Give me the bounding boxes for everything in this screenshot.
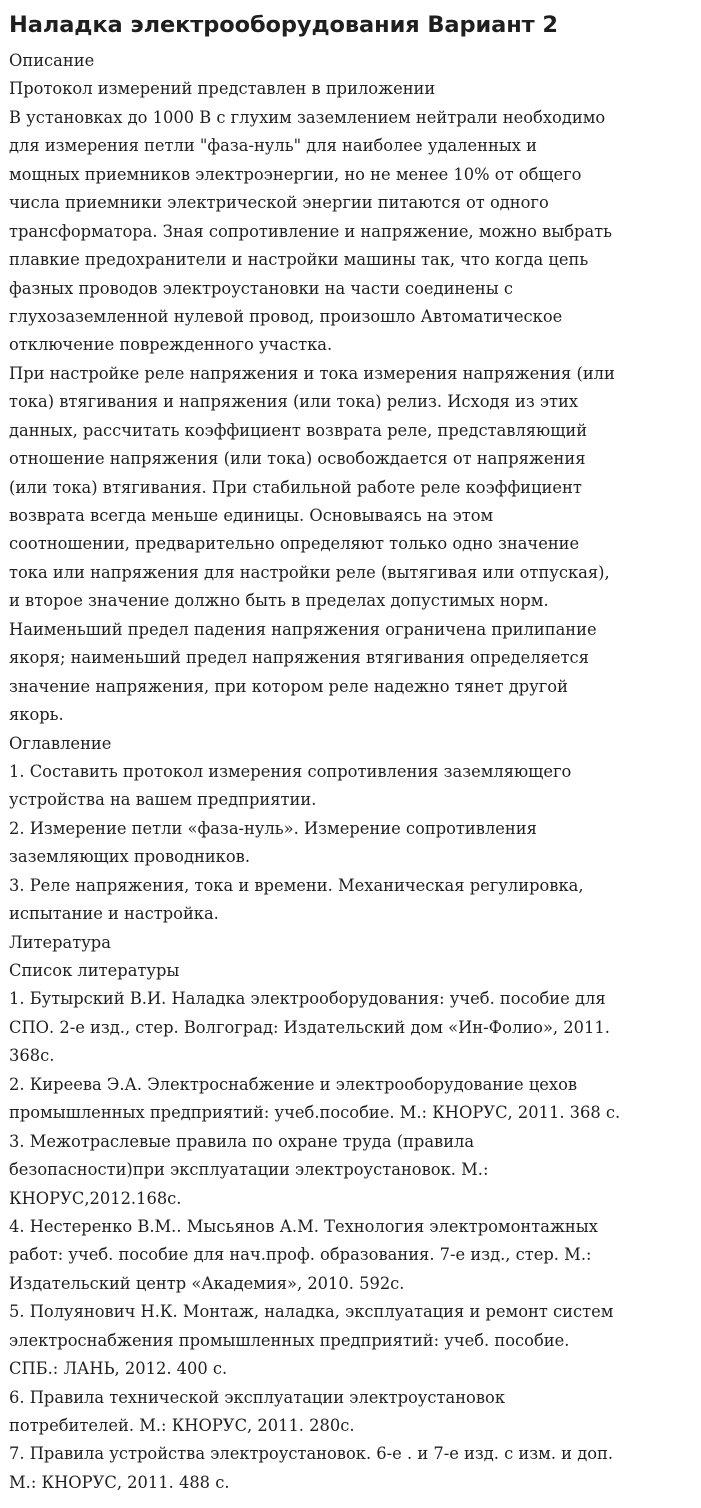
text-line: 368с.	[9, 1046, 55, 1066]
text-line: фазных проводов электроустановки на части соединены с	[9, 278, 514, 298]
text-line: 1. Составить протокол измерения сопротивления заземляющего	[9, 761, 572, 781]
text-line: При настройке реле напряжения и тока измерения напряжения (или	[9, 363, 615, 383]
text-line: тока) втягивания и напряжения (или тока) релиз. Исходя из этих	[9, 392, 579, 412]
text-line: потребителей. М.: КНОРУС, 2011. 280с.	[9, 1416, 355, 1435]
text-line: 7. Правила устройства электроустановок. 6-е . и 7-е изд. с изм. и доп.	[9, 1444, 614, 1464]
text-line: глухозаземленной нулевой провод, произошло Автоматическое	[9, 306, 563, 326]
text-line: заземляющих проводников.	[9, 847, 250, 867]
text-line: данных, рассчитать коэффициент возврата реле, представляющий	[9, 420, 588, 440]
text-line: Наименьший предел падения напряжения ограничена прилипание	[9, 619, 597, 639]
text-line: промышленных предприятий: учеб.пособие. М.: КНОРУС, 2011. 368 с.	[9, 1103, 621, 1123]
text-line: 3. Реле напряжения, тока и времени. Механическая регулировка,	[9, 875, 584, 895]
text-line: Оглавление	[9, 733, 112, 753]
text-line: трансформатора. Зная сопротивление и напряжение, можно выбрать	[9, 221, 613, 241]
text-line: и второе значение должно быть в пределах допустимых норм.	[9, 591, 549, 611]
document-title: Наладка электрооборудования Вариант 2	[9, 12, 558, 38]
text-line: М.: КНОРУС, 2011. 488 с.	[9, 1472, 230, 1492]
text-line: СПО. 2-е изд., стер. Волгоград: Издательский дом «Ин-Фолио», 2011.	[9, 1017, 610, 1037]
text-line: 3. Межотраслевые правила по охране труда (правила	[9, 1131, 475, 1151]
text-line: Издательский центр «Академия», 2010. 592с.	[9, 1273, 405, 1293]
text-line: плавкие предохранители и настройки машины так, что когда цепь	[9, 250, 589, 270]
text-line: тока или напряжения для настройки реле (вытягивая или отпуская),	[9, 562, 610, 582]
text-line: 1. Бутырский В.И. Наладка электрооборудования: учеб. пособие для	[9, 989, 606, 1009]
text-line: В установках до 1000 В с глухим заземлением нейтрали необходимо	[9, 107, 606, 127]
text-line: мощных приемников электроэнергии, но не менее 10% от общего	[9, 164, 582, 184]
text-line: безопасности)при эксплуатации электроустановок. М.:	[9, 1160, 489, 1180]
text-line: отношение напряжения (или тока) освобождается от напряжения	[9, 449, 586, 469]
text-line: якоря; наименьший предел напряжения втягивания определяется	[9, 648, 589, 668]
text-line: Описание	[9, 51, 95, 70]
text-line: электроснабжения промышленных предприятий: учеб. пособие.	[9, 1330, 570, 1350]
text-line: 4. Нестеренко В.М.. Мысьянов А.М. Технология электромонтажных	[9, 1216, 598, 1236]
text-line: Литература	[9, 932, 111, 952]
text-line: устройства на вашем предприятии.	[9, 790, 317, 810]
text-line: числа приемники электрической энергии питаются от одного	[9, 193, 549, 213]
text-line: (или тока) втягивания. При стабильной работе реле коэффициент	[9, 477, 582, 497]
document-body	[9, 47, 693, 1497]
text-line: отключение поврежденного участка.	[9, 335, 333, 355]
text-line: 6. Правила технической эксплуатации электроустановок	[9, 1387, 505, 1407]
text-line: 5. Полуянович Н.К. Монтаж, наладка, эксплуатация и ремонт систем	[9, 1302, 614, 1322]
text-line: соотношении, предварительно определяют только одно значение	[9, 534, 580, 554]
text-line: для измерения петли "фаза-нуль" для наиболее удаленных и	[9, 136, 538, 156]
text-line: значение напряжения, при котором реле надежно тянет другой	[9, 676, 568, 696]
text-line: возврата всегда меньше единицы. Основываясь на этом	[9, 506, 494, 525]
text-line: работ: учеб. пособие для нач.проф. образования. 7-е изд., стер. М.:	[9, 1245, 592, 1265]
text-line: 2. Киреева Э.А. Электроснабжение и электрооборудование цехов	[9, 1074, 578, 1094]
text-line: СПБ.: ЛАНЬ, 2012. 400 с.	[9, 1359, 228, 1379]
text-line: КНОРУС,2012.168с.	[9, 1188, 182, 1208]
text-line: Протокол измерений представлен в приложении	[9, 79, 436, 99]
text-line: 2. Измерение петли «фаза-нуль». Измерение сопротивления	[9, 818, 537, 838]
text-line: испытание и настройка.	[9, 904, 219, 924]
text-line: Список литературы	[9, 961, 180, 980]
text-line: якорь.	[9, 705, 64, 725]
